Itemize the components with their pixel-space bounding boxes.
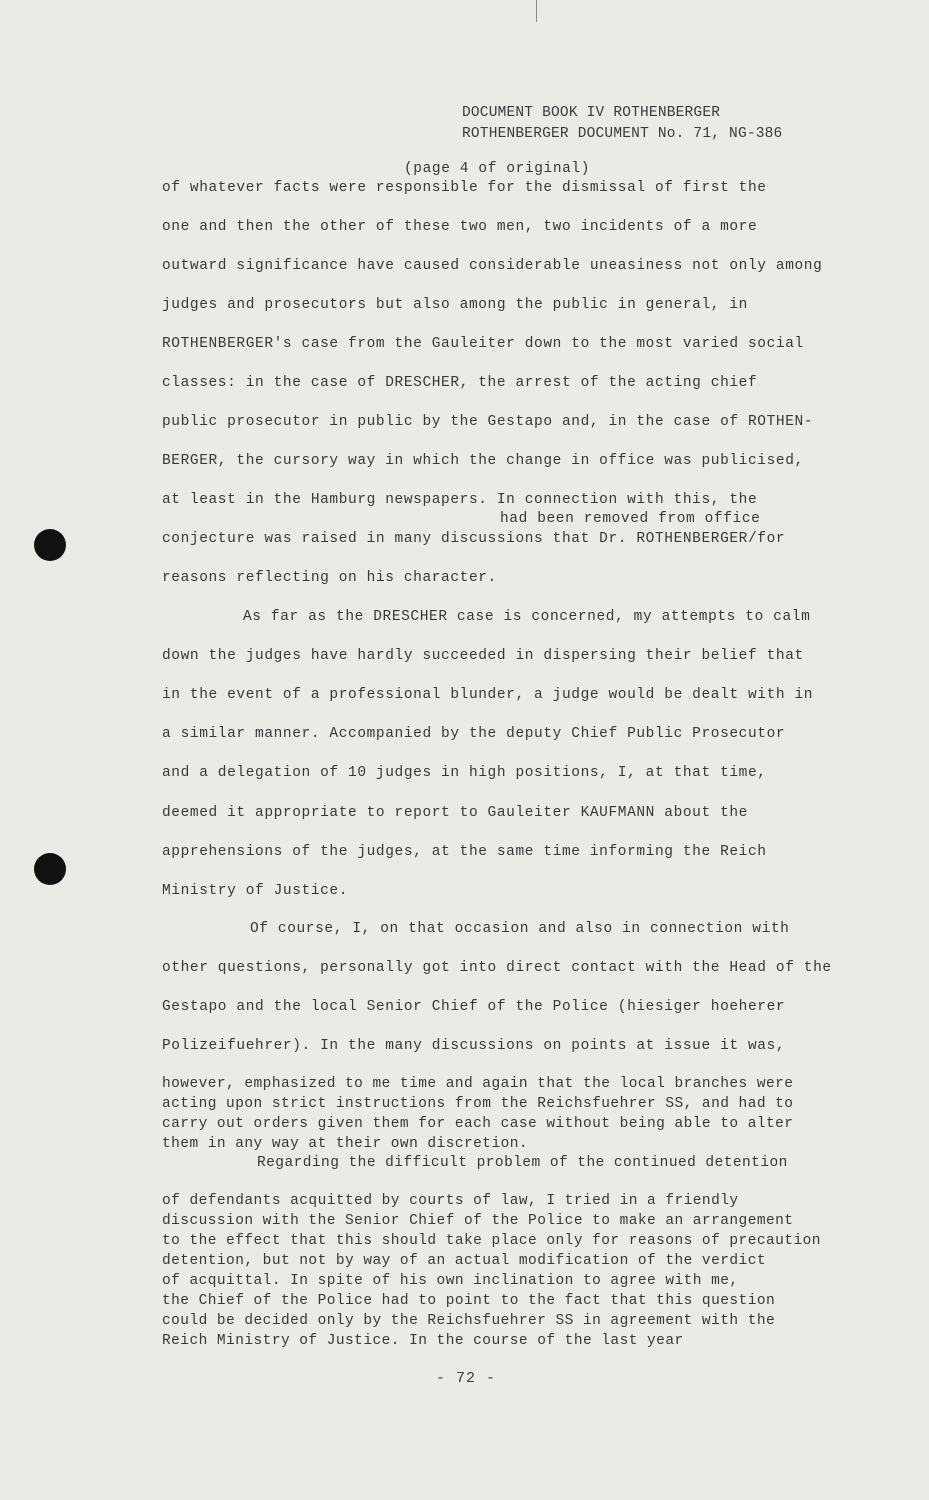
- text-line: deemed it appropriate to report to Gauleiter KAUFMANN about the: [162, 805, 748, 821]
- text-line: Regarding the difficult problem of the continued detention: [257, 1155, 788, 1171]
- text-line: a similar manner. Accompanied by the deputy Chief Public Prosecutor: [162, 726, 786, 742]
- text-line: As far as the DRESCHER case is concerned, my attempts to calm: [243, 609, 811, 625]
- text-line: detention, but not by way of an actual modification of the verdict: [162, 1253, 766, 1269]
- text-line: at least in the Hamburg newspapers. In connection with this, the: [162, 492, 758, 508]
- text-line: of acquittal. In spite of his own inclination to agree with me,: [162, 1273, 739, 1289]
- text-line: Gestapo and the local Senior Chief of the Police (hiesiger hoeherer: [162, 999, 786, 1015]
- text-line: the Chief of the Police had to point to the fact that this question: [162, 1293, 776, 1309]
- header-line-1: DOCUMENT BOOK IV ROTHENBERGER: [462, 105, 721, 121]
- text-line: of defendants acquitted by courts of law, I tried in a friendly: [162, 1193, 739, 1209]
- text-line: them in any way at their own discretion.: [162, 1136, 529, 1152]
- text-line: public prosecutor in public by the Gestapo and, in the case of ROTHEN-: [162, 414, 814, 430]
- text-line: Reich Ministry of Justice. In the course of the last year: [162, 1333, 684, 1349]
- text-line: apprehensions of the judges, at the same time informing the Reich: [162, 844, 767, 860]
- page-number: - 72 -: [436, 1370, 497, 1387]
- text-line: Polizeifuehrer). In the many discussions on points at issue it was,: [162, 1038, 786, 1054]
- text-line: other questions, personally got into direct contact with the Head of the: [162, 960, 832, 976]
- text-line: acting upon strict instructions from the Reichsfuehrer SS, and had to: [162, 1096, 794, 1112]
- text-line: however, emphasized to me time and again that the local branches were: [162, 1076, 794, 1092]
- text-line: reasons reflecting on his character.: [162, 570, 497, 586]
- text-line: to the effect that this should take place only for reasons of precaution: [162, 1233, 821, 1249]
- header-line-2: ROTHENBERGER DOCUMENT No. 71, NG-386: [462, 126, 783, 142]
- text-line: conjecture was raised in many discussions that Dr. ROTHENBERGER/for: [162, 531, 786, 547]
- punch-hole: [34, 853, 66, 885]
- text-line: Ministry of Justice.: [162, 883, 349, 899]
- text-line: Of course, I, on that occasion and also in connection with: [250, 921, 790, 937]
- text-line: judges and prosecutors but also among the public in general, in: [162, 297, 748, 313]
- text-line: of whatever facts were responsible for the dismissal of first the: [162, 180, 767, 196]
- handwritten-insertion: had been removed from office: [500, 511, 761, 527]
- fold-mark: [536, 0, 537, 22]
- text-line: outward significance have caused considerable uneasiness not only among: [162, 258, 823, 274]
- text-line: and a delegation of 10 judges in high positions, I, at that time,: [162, 765, 767, 781]
- punch-hole: [34, 529, 66, 561]
- text-line: carry out orders given them for each case without being able to alter: [162, 1116, 794, 1132]
- text-line: could be decided only by the Reichsfuehrer SS in agreement with the: [162, 1313, 776, 1329]
- text-line: BERGER, the cursory way in which the change in office was publicised,: [162, 453, 804, 469]
- text-line: ROTHENBERGER's case from the Gauleiter down to the most varied social: [162, 336, 804, 352]
- text-line: in the event of a professional blunder, a judge would be dealt with in: [162, 687, 814, 703]
- text-line: down the judges have hardly succeeded in dispersing their belief that: [162, 648, 804, 664]
- text-line: classes: in the case of DRESCHER, the arrest of the acting chief: [162, 375, 758, 391]
- text-line: one and then the other of these two men, two incidents of a more: [162, 219, 758, 235]
- text-line: discussion with the Senior Chief of the Police to make an arrangement: [162, 1213, 794, 1229]
- page-note: (page 4 of original): [404, 161, 591, 177]
- document-header: [462, 103, 782, 145]
